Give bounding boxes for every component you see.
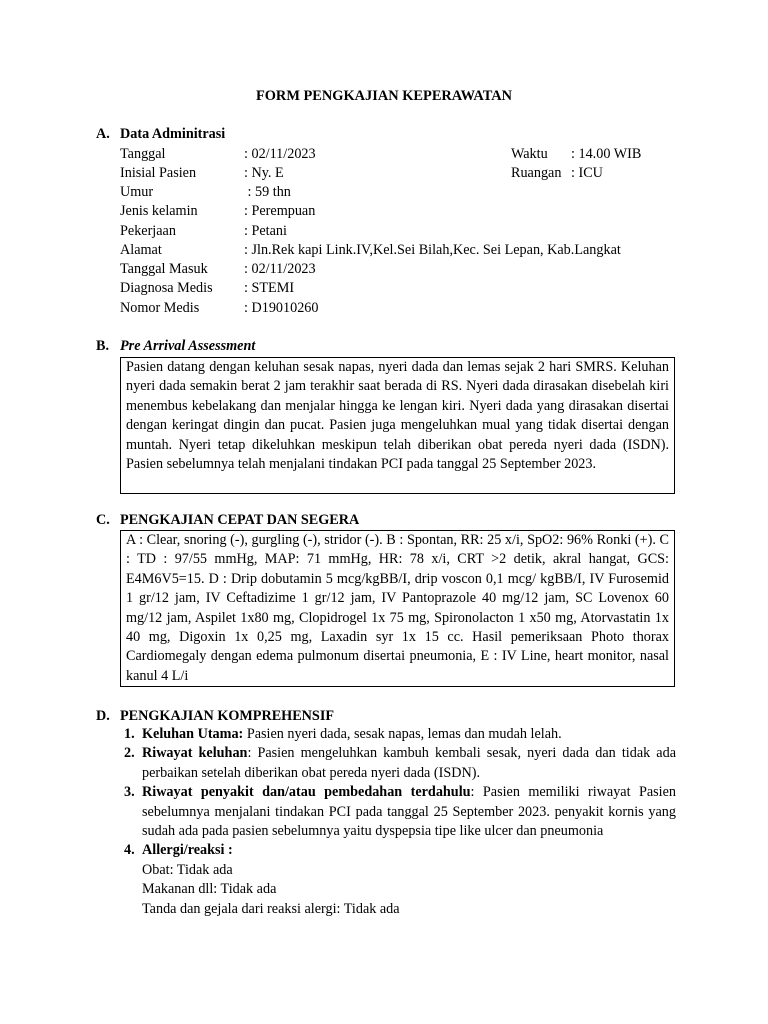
row-value: : 59 thn <box>244 184 291 200</box>
row-value: : 02/11/2023 <box>244 261 316 277</box>
section-c-letter: C. <box>96 512 110 528</box>
item-number: 2. <box>124 745 135 762</box>
row-value: : 02/11/2023 <box>244 146 316 162</box>
ruangan-value: : ICU <box>571 165 603 181</box>
list-item <box>120 783 676 841</box>
row-value: : D19010260 <box>244 300 319 316</box>
ruangan-label: Ruangan <box>511 165 562 181</box>
waktu-label: Waktu <box>511 146 548 162</box>
quick-assessment-box <box>120 530 675 687</box>
row-label: Pekerjaan <box>120 223 176 239</box>
pre-arrival-box <box>120 357 675 494</box>
item-text: : Pasien memiliki riwayat Pasien sebelumnya menjalani tindakan PCI pada tanggal 25 September 2023. penyakit kornis yang sudah ada pada pasien sebelumnya yaitu dyspepsia tipe like ulcer dan pneumonia <box>142 784 676 840</box>
allergy-reaction: Tanda dan gejala dari reaksi alergi: Tidak ada <box>142 900 400 917</box>
section-c-heading: PENGKAJIAN CEPAT DAN SEGERA <box>120 512 360 528</box>
item-number: 4. <box>124 842 135 859</box>
row-label: Inisial Pasien <box>120 165 197 181</box>
item-lead: Riwayat keluhan <box>142 745 248 762</box>
row-label: Tanggal <box>120 146 166 162</box>
row-label: Tanggal Masuk <box>120 261 208 277</box>
row-value: : Ny. E <box>244 165 284 181</box>
row-value: : STEMI <box>244 280 295 296</box>
pre-arrival-text: Pasien datang dengan keluhan sesak napas, nyeri dada dan lemas sejak 2 hari SMRS. Keluhan nyeri dada semakin berat 2 jam terakhir saat berada di RS. Nyeri dada dirasakan disebelah kiri menembus kebelakang dan menjalar hingga ke lengan kiri. Nyeri dada yang dirasakan disertai dengan keringat dingin dan pucat. Pasien juga mengeluhkan mual yang tidak disertai dengan muntah. Nyeri tetap dikeluhkan meskipun telah diberikan obat pereda nyeri dada (ISDN). Pasien sebelumnya telah menjalani tindakan PCI pada tanggal 25 September 2023. <box>126 359 669 473</box>
allergy-drug: Obat: Tidak ada <box>142 861 233 878</box>
row-value: : Petani <box>244 223 287 239</box>
section-b-heading: Pre Arrival Assessment <box>120 338 256 354</box>
section-b-letter: B. <box>96 338 110 354</box>
row-label: Nomor Medis <box>120 300 200 316</box>
row-label: Jenis kelamin <box>120 203 198 219</box>
row-label: Umur <box>120 184 154 200</box>
item-number: 1. <box>124 726 135 742</box>
item-lead: Riwayat penyakit dan/atau pembedahan terdahulu <box>142 784 471 801</box>
section-a-letter: A. <box>96 126 110 142</box>
row-label: Diagnosa Medis <box>120 280 213 296</box>
item-lead: Allergi/reaksi : <box>142 842 233 859</box>
list-item <box>120 841 676 919</box>
item-text: Pasien nyeri dada, sesak napas, lemas dan mudah lelah. <box>243 726 562 742</box>
section-d-letter: D. <box>96 708 110 724</box>
allergy-food: Makanan dll: Tidak ada <box>142 881 277 898</box>
row-value: : Jln.Rek kapi Link.IV,Kel.Sei Bilah,Kec. Sei Lepan, Kab.Langkat <box>244 242 621 258</box>
waktu-value: : 14.00 WIB <box>571 146 642 162</box>
row-value: : Perempuan <box>244 203 316 219</box>
section-d-heading: PENGKAJIAN KOMPREHENSIF <box>120 708 335 724</box>
form-title: FORM PENGKAJIAN KEPERAWATAN <box>255 88 513 104</box>
quick-assessment-text: A : Clear, snoring (-), gurgling (-), stridor (-). B : Spontan, RR: 25 x/i, SpO2: 96% Ronki (+). C : TD : 97/55 mmHg, MAP: 71 mmHg, HR: 78 x/i, CRT >2 detik, akral hangat, GCS: E4M6V5=15. D : Drip dobutamin 5 mcg/kgBB/I, drip voscon 0,1 mcg/ kgBB/I, IV Furosemid 1 gr/12 jam, IV Ceftadizime 1 gr/12 jam, IV Pantoprazole 40 mg/12 jam, SC Lovenox 60 mg/12 jam, Aspilet 1x80 mg, Clopidrogel 1x 75 mg, Spironolacton 1 x50 mg, Atorvastatin 1x 40 mg, Digoxin 1x 0,25 mg, Laxadin syr 1x 15 cc. Hasil pemeriksaan Photo thorax Cardiomegaly dengan edema pulmonum disertai pneumonia, E : IV Line, heart monitor, nasal kanul 4 L/i <box>126 532 669 684</box>
item-text: : Pasien mengeluhkan kambuh kembali sesak, nyeri dada dan tidak ada perbaikan setelah diberikan obat pereda nyeri dada (ISDN). <box>142 745 676 781</box>
item-number: 3. <box>124 784 135 801</box>
list-item <box>120 744 676 783</box>
item-lead: Keluhan Utama: <box>142 726 244 742</box>
row-label: Alamat <box>120 242 162 258</box>
section-a-heading: Data Adminitrasi <box>120 126 226 142</box>
list-item <box>120 725 676 744</box>
comprehensive-list <box>120 725 676 919</box>
